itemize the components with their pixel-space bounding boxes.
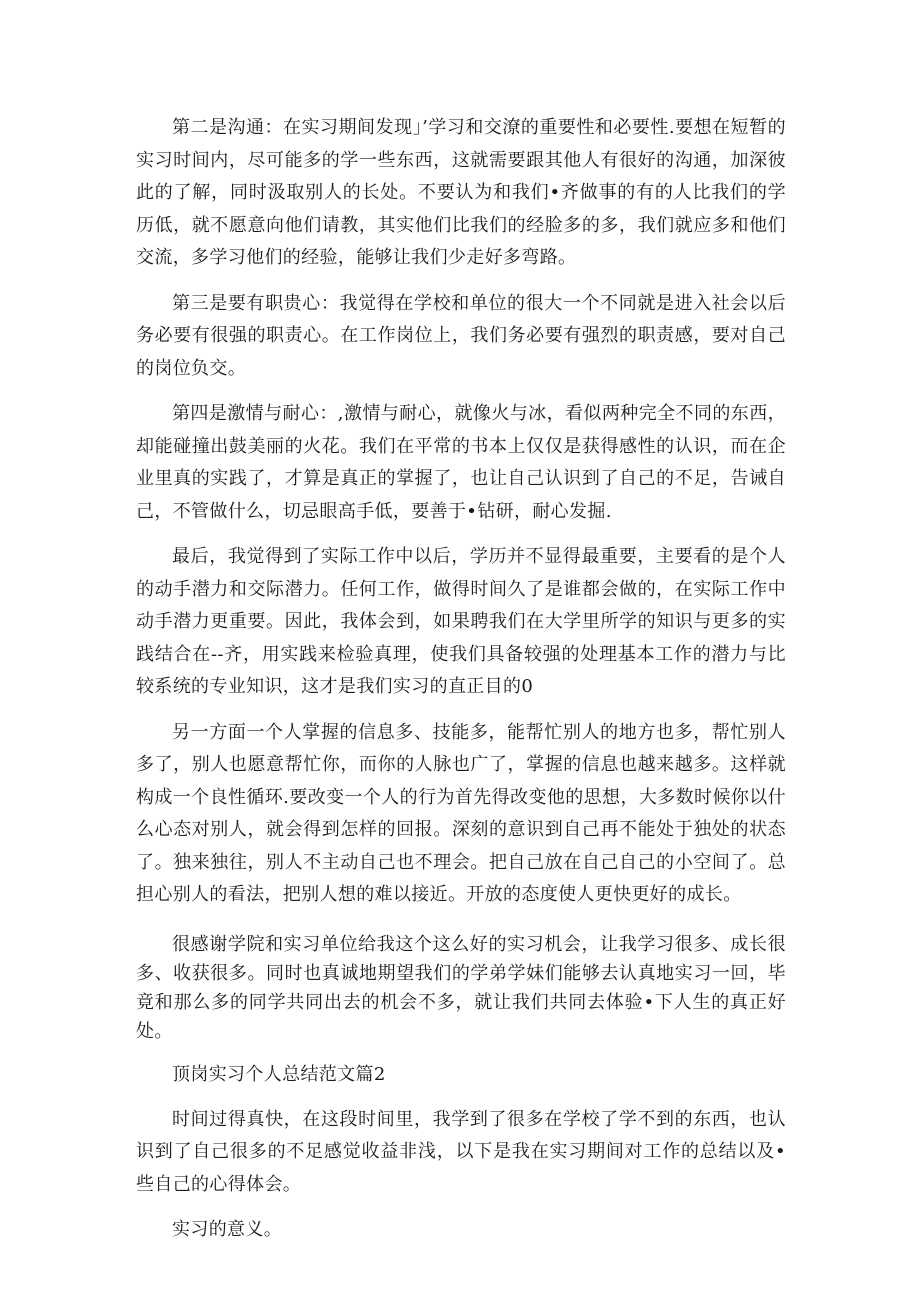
section-heading: 顶岗实习个人总结范文篇2	[172, 1063, 386, 1085]
paragraph-thanks: 很感谢学院和实习单位给我这个这么好的实习机会，让我学习很多、成长很多、收获很多。同时也真诚地期望我们的学弟学妹们能够去认真地实习一回，毕竟和那么多的同学共同出去的机会不多，就让我们共同去体验•下人生的真正好处。	[136, 933, 786, 1042]
paragraph-responsibility: 第三是要有职贵心：我觉得在学校和单位的很大一个不同就是进入社会以后务必要有很强的职责心。在工作岗位上，我们务必要有强烈的职责感，要对自己的岗位负交。	[136, 292, 786, 379]
paragraph-conclusion: 最后，我觉得到了实际工作中以后，学历并不显得最重要，主要看的是个人的动手潜力和交际潜力。任何工作，做得时间久了是谁都会做的，在实际工作中动手潜力更重要。因此，我体会到，如果聘我们在大学里所学的知识与更多的实践结合在--齐，用实践来检验真理，使我们具备较强的处理基本工作的潜力与比较系统的专业知识，这才是我们实习的直正目的0	[136, 546, 786, 697]
paragraph-internship-meaning: 实习的意义。	[172, 1219, 283, 1240]
paragraph-time-passes: 时间过得真快，在这段时间里，我学到了很多在学校了学不到的东西，也认识到了自己很多的不足感觉收益非浅，以下是我在实习期间对工作的总结以及•些自己的心得体会。	[136, 1108, 786, 1195]
paragraph-passion-patience: 第四是激情与耐心：,激情与耐心，就像火与冰，看似两种完全不同的东西，却能碰撞出鼓美丽的火花。我们在平常的书本上仅仅是获得感性的认识，而在企业里真的实践了，才算是真正的掌握了，也让自己认识到了自己的不足，告诫自己，不管做什么，切忌眼高手低，要善于•钻研，耐心发掘.	[136, 403, 786, 522]
paragraph-information: 另一方面一个人掌握的信息多、技能多，能帮忙别人的地方也多，帮忙别人多了，别人也愿意帮忙你，而你的人脉也广了，掌握的信息也越来越多。这样就构成一个良性循环.要改变一个人的行为首先得改变他的思想，大多数时候你以什么心态对别人，就会得到怎样的回报。深刻的意识到自己再不能处于独处的状态了。独来独往，别人不主动自己也不理会。把自己放在自己自己的小空间了。总担心别人的看法，把别人想的难以接近。开放的态度使人更快更好的成长。	[136, 721, 786, 905]
document-body	[136, 112, 786, 1260]
paragraph-communication: 第二是沟通：在实习期间发现」’学习和交潦的重要性和必要性.要想在短暂的实习时间内，尽可能多的学一些东西，这就需要跟其他人有很好的沟通，加深彼此的了解，同时汲取别人的长处。不要认为和我们•齐做事的有的人比我们的学历低，就不愿意向他们请教，其实他们比我们的经脸多的多，我们就应多和他们交流，多学习他们的经验，能够让我们少走好多弯路。	[136, 117, 786, 268]
